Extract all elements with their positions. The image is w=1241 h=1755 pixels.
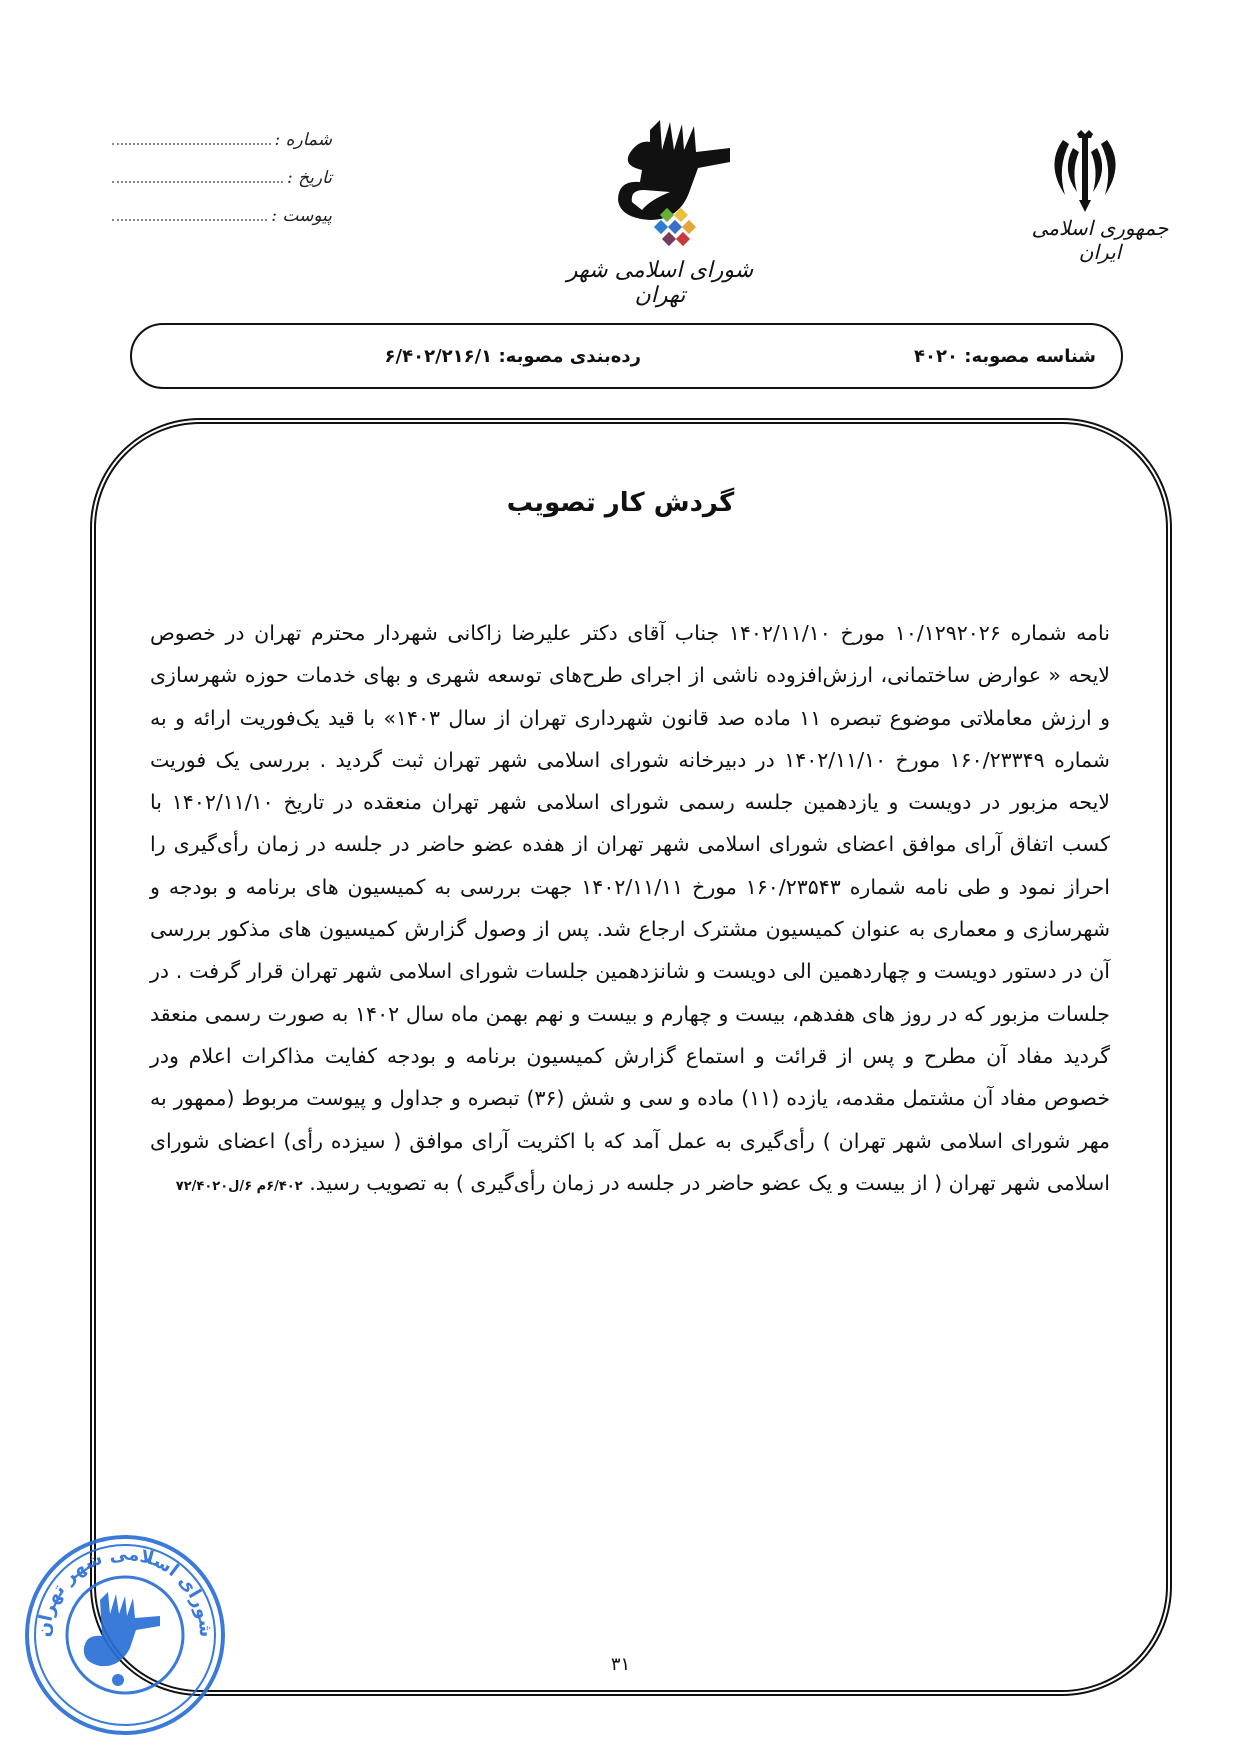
emblem-caption: جمهوری اسلامی ایران — [1031, 216, 1169, 264]
council-seal-stamp-icon — [20, 1530, 230, 1740]
page-number: ۳۱ — [610, 1654, 631, 1675]
date-field — [112, 158, 332, 188]
resolution-id — [914, 346, 1096, 367]
number-label: شماره : — [274, 130, 332, 150]
classification-label: رده‌بندی مصوبه: — [498, 345, 641, 367]
date-label: تاریخ : — [287, 168, 332, 188]
resolution-id-box — [130, 323, 1123, 389]
number-value-line — [112, 143, 271, 145]
stamp-text: شورای اسلامی شهر تهران — [33, 1543, 217, 1638]
resolution-id-value: ۴۰۲۰ — [914, 345, 958, 367]
attachment-field — [112, 196, 332, 226]
tehran-city-council-logo-icon — [580, 110, 750, 280]
reference-code: ۶/۴۰۲م ۶/ل۷۲/۴۰۲۰ — [175, 1178, 303, 1194]
council-name: شورای اسلامی شهر تهران — [566, 258, 754, 308]
attachment-label: پیوست : — [271, 206, 332, 226]
document-body — [150, 612, 1110, 1208]
iran-national-emblem-icon — [1035, 120, 1135, 220]
classification-value: ۶/۴۰۲/۲۱۶/۱ — [384, 345, 493, 367]
resolution-classification — [385, 346, 641, 367]
number-field — [112, 120, 332, 150]
date-value-line — [112, 181, 283, 183]
body-paragraph: نامه شماره ۱۰/۱۲۹۲۰۲۶ مورخ ۱۴۰۲/۱۱/۱۰ جناب آقای دکتر علیرضا زاکانی شهردار محترم تهران در خصوص لایحه « عوارض ساختمانی، ارزش‌افزوده ناشی از اجرای طرح‌های توسعه شهری و بهای خدمات حوزه شهرسازی و ارزش معاملاتی موضوع تبصره ۱۱ ماده صد قانون شهرداری تهران از سال ۱۴۰۳» با قید یک‌فوریت ارائه و به شماره ۱۶۰/۲۳۳۴۹ مورخ ۱۴۰۲/۱۱/۱۰ در دبیرخانه شورای اسلامی شهر تهران ثبت گردید . بررسی یک فوریت لایحه مزبور در دویست و یازدهمین جلسه رسمی شورای اسلامی شهر تهران منعقده در تاریخ ۱۴۰۲/۱۱/۱۰ با کسب اتفاق آرای موافق اعضای شورای اسلامی شهر تهران از هفده عضو حاضر در جلسه در زمان رأی‌گیری را احراز نمود و طی نامه شماره ۱۶۰/۲۳۵۴۳ مورخ ۱۴۰۲/۱۱/۱۱ جهت بررسی به کمیسیون های برنامه و بودجه و شهرسازی و معماری به عنوان کمیسیون مشترک ارجاع شد. پس از وصول گزارش کمیسیون های مذکور بررسی آن در دستور دویست و چهاردهمین الی دویست و شانزدهمین جلسات شورای اسلامی شهر تهران قرار گرفت . در جلسات مزبور که در روز های هفدهم، بیست و چهارم و بیست و نهم بهمن ماه سال ۱۴۰۲ به صورت رسمی منعقد گردید مفاد آن مطرح و پس از قرائت و استماع گزارش کمیسیون برنامه و بودجه کفایت مذاکرات اعلام ودر خصوص مفاد آن مشتمل مقدمه، یازده (۱۱) ماده و سی و شش (۳۶) تبصره و جداول و پیوست مربوط (ممهور به مهر شورای اسلامی شهر تهران ) رأی‌گیری به عمل آمد که با اکثریت آرای موافق ( سیزده رأی) اعضای شورای اسلامی شهر تهران ( از بیست و یک عضو حاضر در جلسه در زمان رأی‌گیری ) به تصویب رسید. — [150, 621, 1111, 1195]
document-title: گردش کار تصویب — [506, 488, 735, 518]
attachment-value-line — [112, 219, 267, 221]
resolution-id-label: شناسه مصوبه: — [964, 345, 1096, 367]
